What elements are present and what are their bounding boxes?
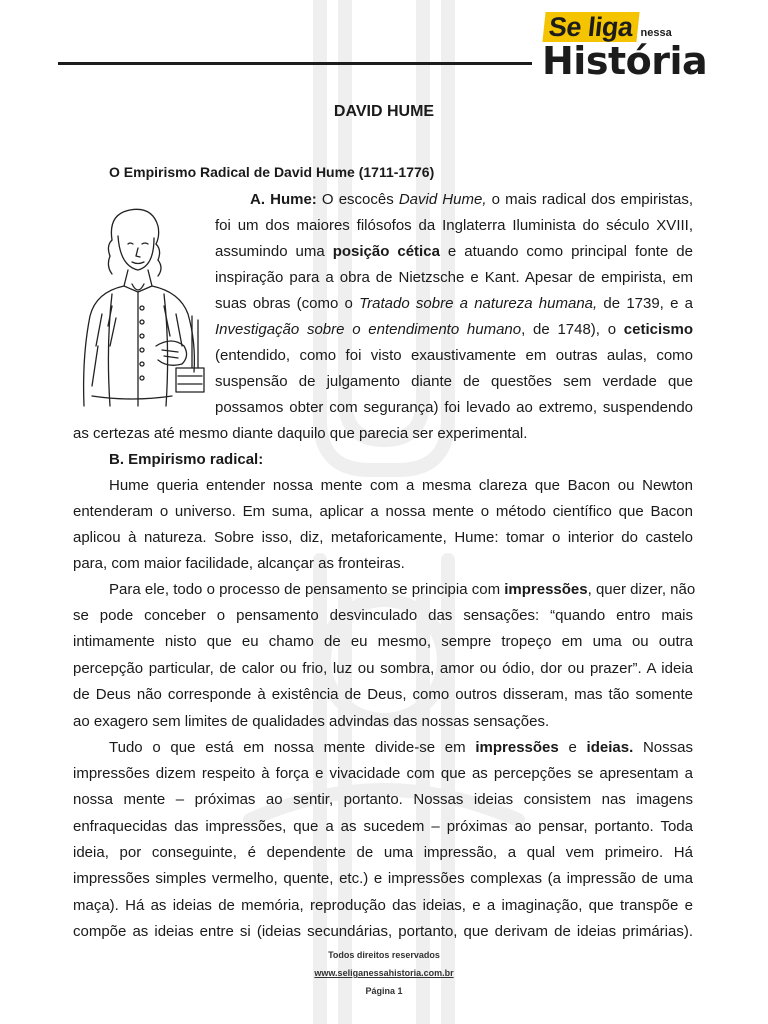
book-title: Tratado sobre a natureza humana, (359, 295, 598, 312)
p3-line: impressões dizem respeito à força e vivacidade com que as percepções se apresentam a (73, 765, 693, 782)
section-a-line-9: possamos obter com segurança) foi levado ao extremo, suspendendo (215, 399, 693, 416)
logo-small-text: nessa (640, 27, 672, 39)
text-run: assumindo uma (215, 243, 333, 260)
p2-line: de Deus não corresponde à existência de Deus, como outros disseram, mas tão somente (73, 686, 693, 704)
emphasis: impressões (504, 581, 588, 598)
section-b-heading: B. Empirismo radical: (109, 451, 264, 468)
logo-top-text: Se liga (542, 12, 639, 42)
author-name: David Hume, (398, 191, 487, 208)
emphasis: ideias. (586, 739, 634, 756)
footer-page-number: Página 1 (365, 986, 403, 996)
p2-line: intimamente nisto que eu chamo de eu mesmo, sempre tropeço em uma ou outra (73, 633, 693, 651)
section-a-line-7: (entendido, como foi visto exaustivamente em outras aulas, como (215, 347, 693, 364)
text-run: Nossas (633, 739, 693, 756)
footer-rights: Todos direitos reservados (328, 950, 440, 960)
p3-line: impressões simples vermelho, quente, etc.) e impressões complexas (a impressão de uma (73, 870, 693, 888)
book-title: Investigação sobre o entendimento humano (215, 321, 522, 338)
p3-line: enfraquecidas das impressões, que a as sucedem – próximas ao pensar, portanto. Toda (73, 817, 693, 835)
p1-line: Hume queria entender nossa mente com a mesma clareza que Bacon ou Newton (109, 477, 693, 494)
section-a-line-4: inspiração para a obra de Nietzsche e Kant. Apesar de empirista, em (215, 269, 693, 286)
text-run: O escocês (316, 191, 399, 208)
text-run: e (558, 739, 587, 756)
footer-website-link[interactable]: www.seliganessahistoria.com.br (314, 968, 454, 978)
p1-line: entenderam o universo. Em suma, aplicar a nossa mente o método científico que Bacon (73, 503, 693, 520)
p3-line: nossa mente – próximas ao sentir, portanto. Nossas ideias consistem nas imagens (73, 791, 693, 809)
section-a-line-6 (215, 320, 693, 340)
p1-line: para, com maior facilidade, alcançar as fronteiras. (73, 555, 405, 572)
page-title: DAVID HUME (333, 103, 435, 120)
text-run: Para ele, todo o processo de pensamento se principia com (109, 581, 505, 598)
text-run: suas obras (como o (215, 295, 360, 312)
text-run: Tudo o que está em nossa mente divide-se em (109, 739, 476, 756)
p2-line: se pode conceber o pensamento desvinculado das sensações: “quando entro mais (73, 607, 693, 624)
p2-line: ao exagero sem limites de qualidades advindas das nossas sensações. (73, 712, 550, 730)
text-run: de 1739, e a (597, 295, 693, 312)
p1-line: aplicou à natureza. Sobre isso, diz, metaforicamente, Hume: tomar o interior do castelo (73, 529, 693, 546)
section-a-line-1 (250, 190, 693, 210)
text-run: o mais radical dos empiristas, (486, 191, 693, 208)
logo-bottom-text: História (542, 39, 708, 83)
section-a-line-8: suspensão de julgamento diante de questões sem verdade que (215, 373, 693, 390)
p2-line: percepção particular, de calor ou frio, luz ou sombra, amor ou ódio, dor ou prazer”. A ideia (73, 659, 693, 677)
p3-line: maça). Há as ideias de memória, reprodução das ideias, e a imaginação, que transpõe e (73, 896, 693, 914)
emphasis: ceticismo (623, 321, 693, 338)
paragraph-2-line-1 (109, 580, 696, 600)
document-subtitle: O Empirismo Radical de David Hume (1711-1776) (109, 164, 435, 180)
emphasis: posição cética (332, 243, 440, 260)
david-hume-portrait (72, 196, 206, 412)
text-run: , quer dizer, não (587, 581, 696, 598)
text-run: , de 1748), o (521, 321, 624, 338)
text-run: e atuando como principal fonte de (439, 243, 693, 260)
section-a-line-10: as certezas até mesmo diante daquilo que parecia ser experimental. (73, 425, 528, 442)
section-a-line-2: foi um dos maiores filósofos da Inglaterra Iluminista do século XVIII, (215, 217, 693, 234)
section-a-line-3 (215, 242, 693, 262)
section-a-line-5 (215, 294, 693, 314)
p3-line: ideia, por conseguinte, é dependente de uma impressão, a qual vem primeiro. Há (73, 843, 693, 861)
section-a-label: A. Hume: (250, 191, 317, 208)
p3-line: compõe as ideias entre si (ideias secundárias, portanto, que derivam de ideias primárias). (73, 922, 693, 940)
emphasis: impressões (475, 739, 559, 756)
paragraph-3-line-1 (109, 738, 693, 758)
